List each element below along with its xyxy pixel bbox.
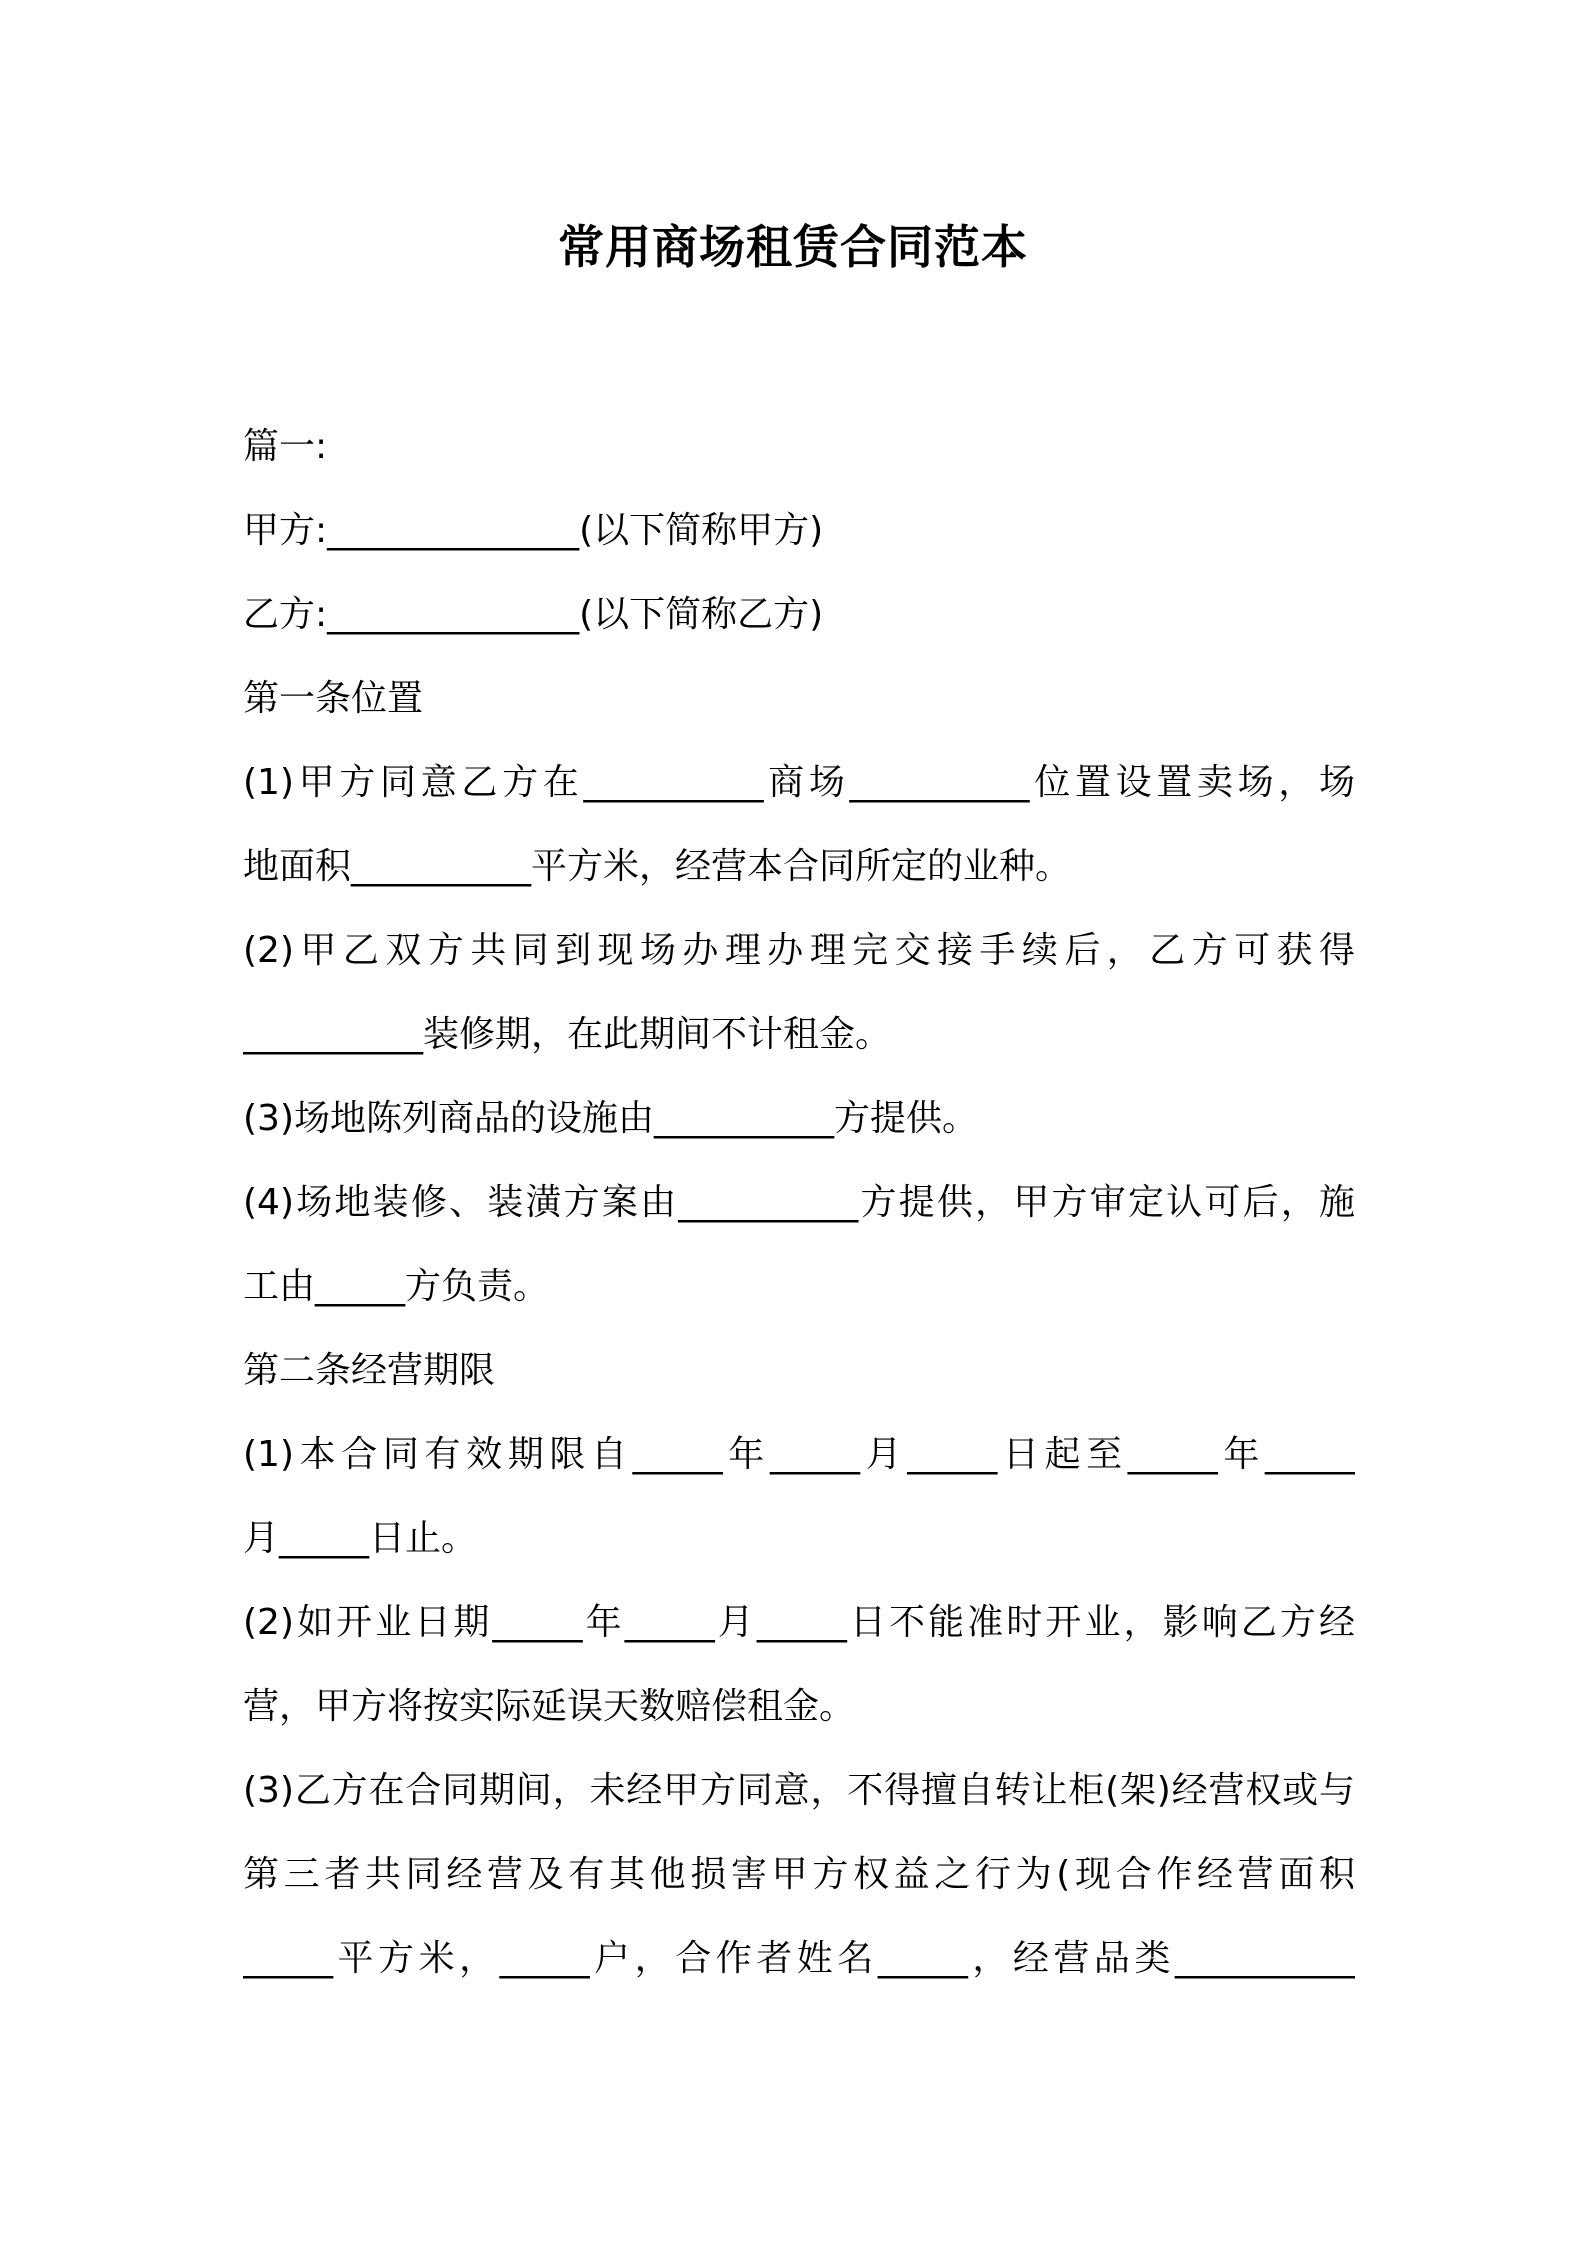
article-2-clause-3-line-1: (3)乙方在合同期间，未经甲方同意，不得擅自转让柜(架)经营权或与 (243, 1770, 1355, 1811)
article-1-clause-2-line-2: __________装修期，在此期间不计租金。 (243, 1014, 892, 1055)
article-1-heading: 第一条位置 (243, 678, 424, 719)
article-2-clause-2-line-2: 营，甲方将按实际延误天数赔偿租金。 (243, 1686, 856, 1727)
article-1-clause-1-line-1: (1)甲方同意乙方在__________商场__________位置设置卖场，场 (243, 762, 1355, 803)
article-1-clause-4-line-2: 工由_____方负责。 (243, 1266, 550, 1307)
party-a-line: 甲方:______________(以下简称甲方) (243, 510, 824, 551)
document-body (243, 405, 1355, 2001)
article-2-clause-3-line-2: 第三者共同经营及有其他损害甲方权益之行为(现合作经营面积 (243, 1854, 1355, 1895)
document-title: 常用商场租赁合同范本 (558, 220, 1028, 274)
article-2-clause-2-line-1: (2)如开业日期_____年_____月_____日不能准时开业，影响乙方经 (243, 1602, 1355, 1643)
article-2-clause-1-line-2: 月_____日止。 (243, 1518, 478, 1559)
article-2-clause-3-line-3: _____平方米，_____户，合作者姓名_____，经营品类__________ (243, 1938, 1355, 1979)
article-1-clause-1-line-2: 地面积__________平方米，经营本合同所定的业种。 (243, 846, 1072, 887)
article-2-clause-1-line-1: (1)本合同有效期限自_____年_____月_____日起至_____年_____ (243, 1434, 1355, 1475)
article-1-clause-4-line-1: (4)场地装修、装潢方案由__________方提供，甲方审定认可后，施 (243, 1182, 1355, 1223)
section-label-part-one: 篇一: (243, 426, 328, 467)
article-1-clause-2-line-1: (2)甲乙双方共同到现场办理办理完交接手续后，乙方可获得 (243, 930, 1355, 971)
article-1-clause-3: (3)场地陈列商品的设施由__________方提供。 (243, 1098, 978, 1139)
party-b-line: 乙方:______________(以下简称乙方) (243, 594, 824, 635)
article-2-heading: 第二条经营期限 (243, 1350, 496, 1391)
